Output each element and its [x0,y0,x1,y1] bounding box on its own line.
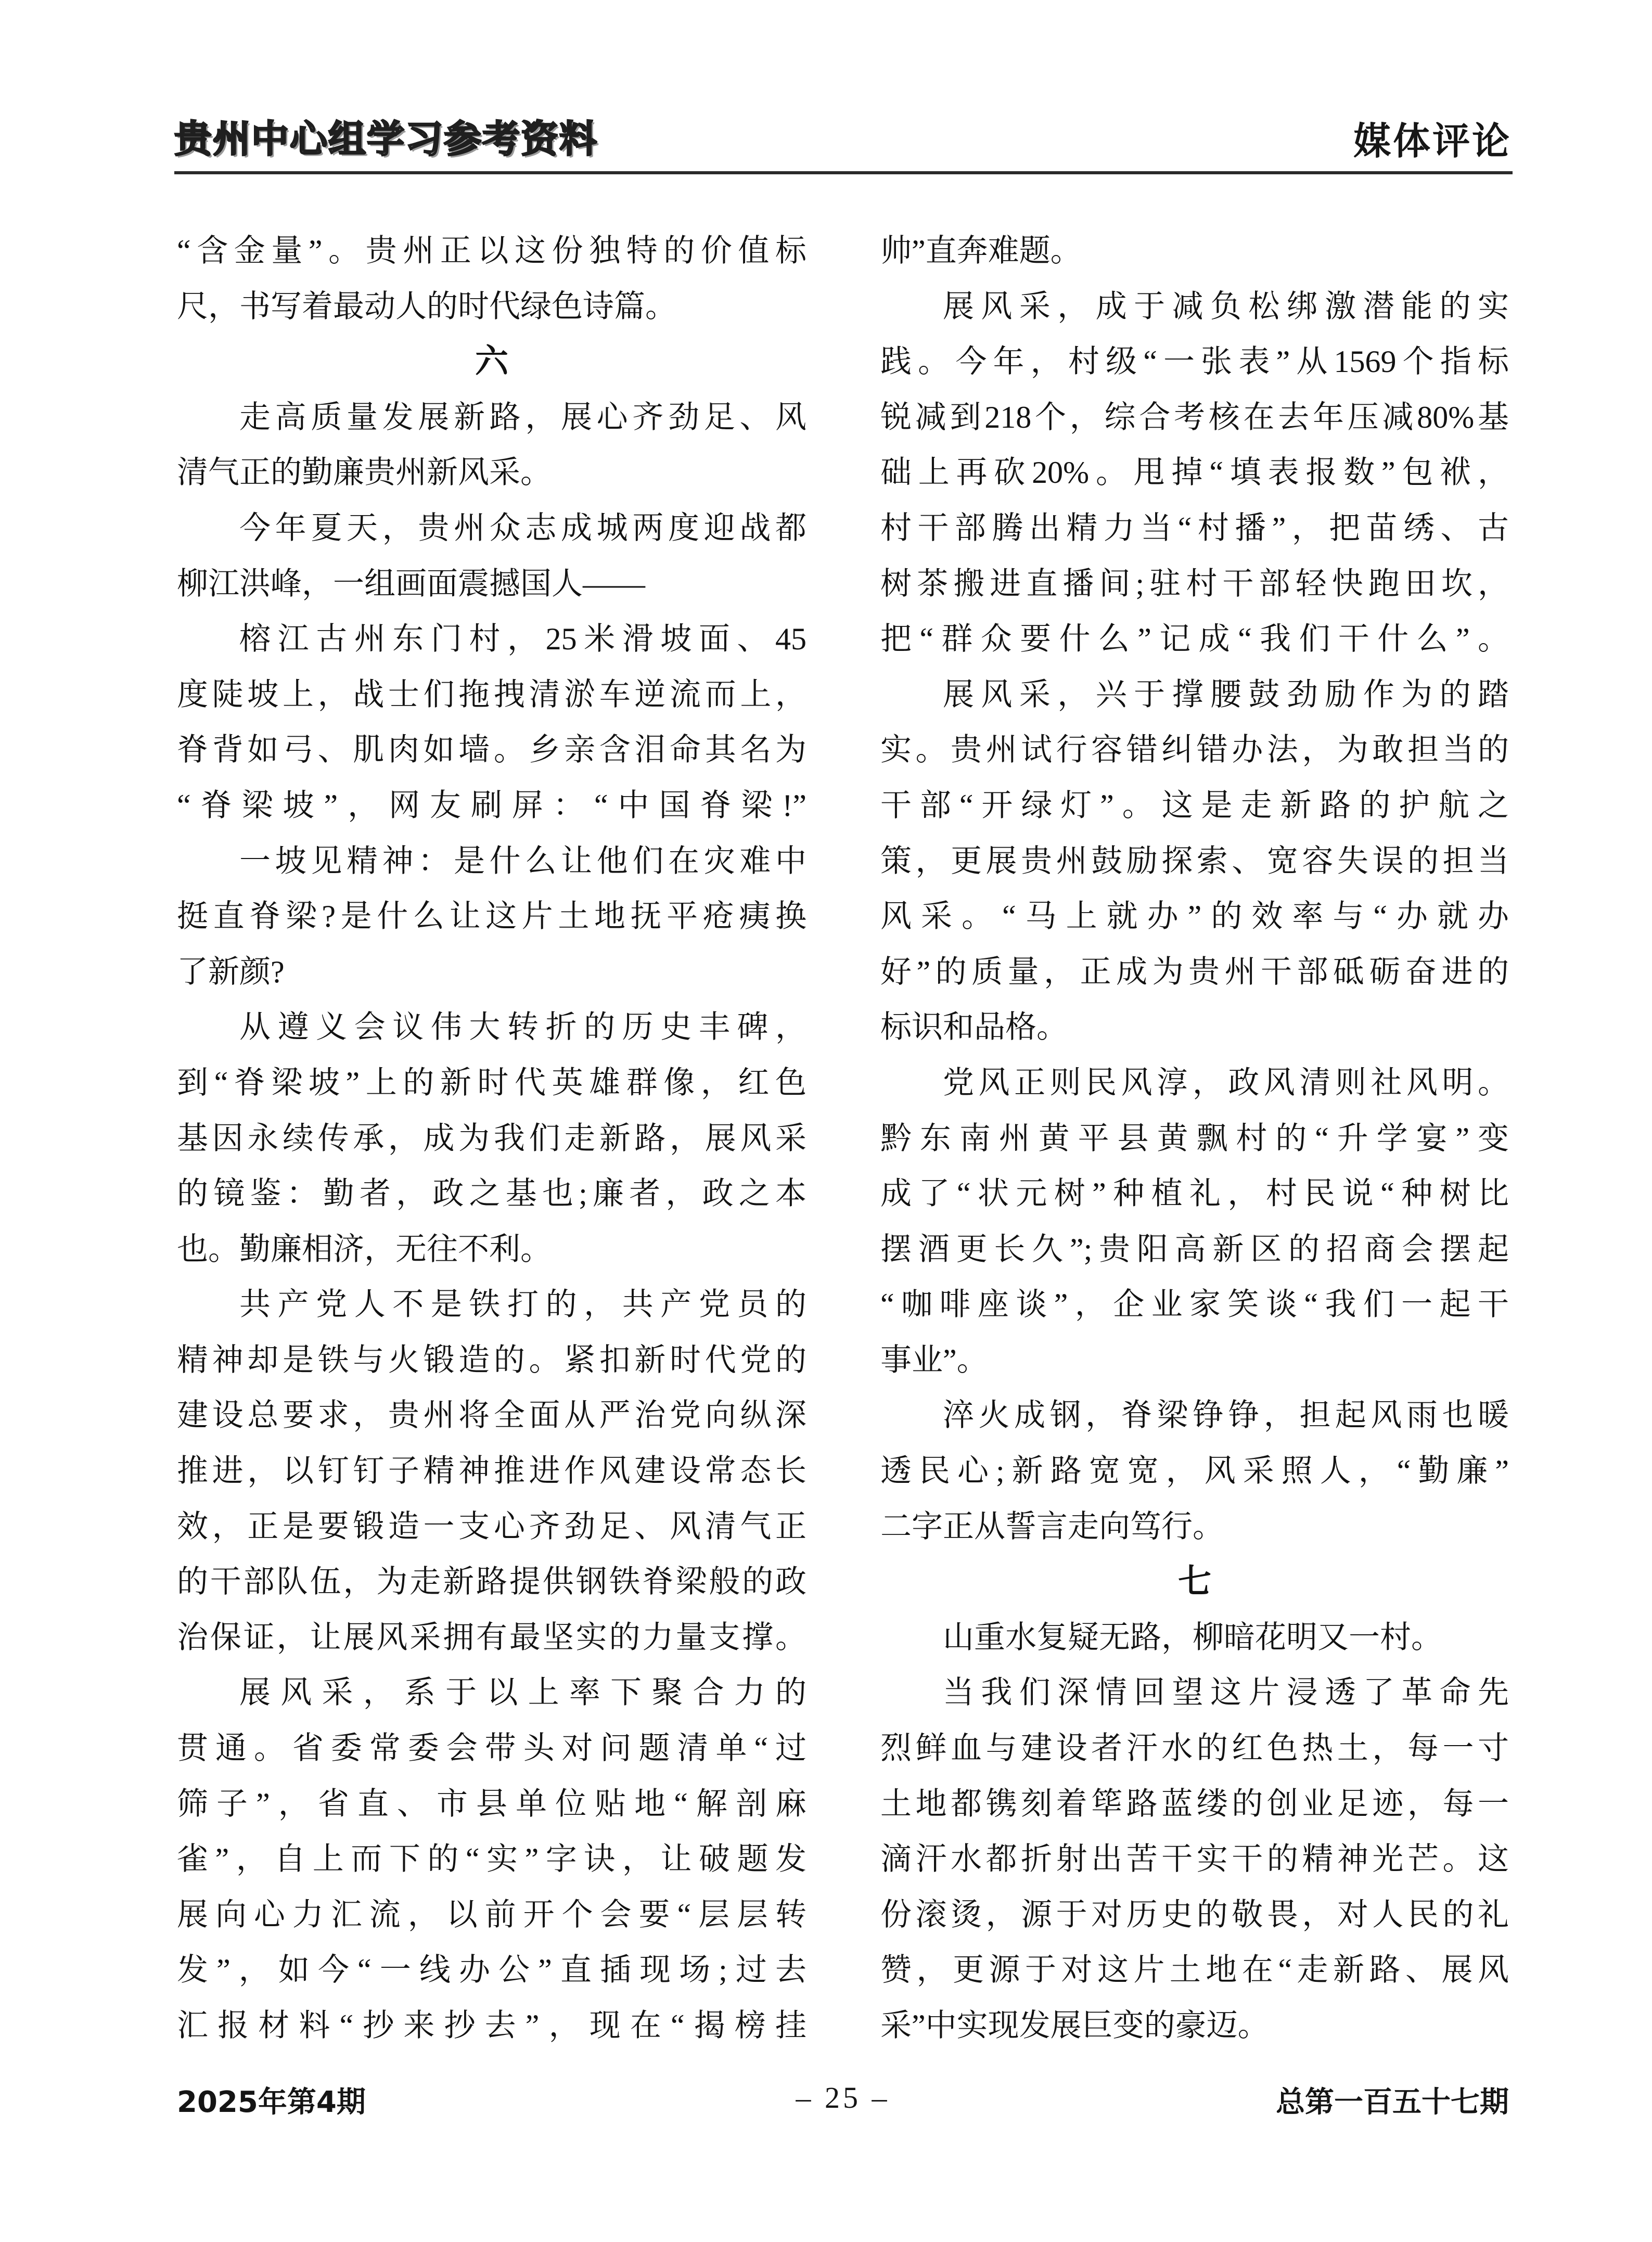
text-line: 一坡见精神：是什么让他们在灾难中 [239,843,806,878]
text-line: “含金量”。贵州正以这份独特的价值标 [177,234,806,268]
text-line: 今年夏天，贵州众志成城两度迎战都 [239,510,806,545]
text-line: 赞，更源于对这片土地在“走新路、展风 [880,1953,1509,1988]
text-line: 共产党人不是铁打的，共产党员的 [239,1287,806,1322]
text-line: 干部“开绿灯”。这是走新路的护航之 [880,788,1509,823]
section-heading: 七 [1178,1562,1211,1602]
text-line: 建设总要求，贵州将全面从严治党向纵深 [177,1398,806,1433]
text-line: 二字正从誓言走向笃行。 [880,1509,1224,1544]
text-line: 摆酒更长久”;贵阳高新区的招商会摆起 [880,1232,1509,1266]
text-line: 榕江古州东门村，25米滑坡面、45 [239,622,806,657]
text-line: 土地都镌刻着筚路蓝缕的创业足迹，每一 [880,1786,1509,1821]
text-line: 汇报材料“抄来抄去”，现在“揭榜挂 [177,2008,806,2043]
text-line: 的镜鉴：勤者，政之基也;廉者，政之本 [177,1176,806,1211]
text-line: 树茶搬进直播间;驻村干部轻快跑田坎， [880,566,1509,601]
footer-cumulative-issue: 总第一百五十七期 [1276,2085,1509,2119]
text-line: 发”，如今“一线办公”直插现场;过去 [177,1953,806,1988]
text-line: 当我们深情回望这片浸透了革命先 [943,1675,1509,1710]
text-line: 践。今年，村级“一张表”从1569个指标 [880,344,1509,379]
text-line: 事业”。 [880,1342,988,1377]
text-line: 把“群众要什么”记成“我们干什么”。 [880,622,1509,657]
left-column [177,223,806,2054]
text-line: 淬火成钢，脊梁铮铮，担起风雨也暖 [943,1398,1509,1433]
text-line: 的干部队伍，为走新路提供钢铁脊梁般的政 [177,1565,806,1599]
text-line: 风采。“马上就办”的效率与“办就办 [880,899,1509,934]
text-line: 度陡坡上，战士们拖拽清淤车逆流而上， [177,677,806,712]
header-divider [174,171,1513,174]
text-line: “咖啡座谈”，企业家笑谈“我们一起干 [880,1287,1509,1322]
text-line: 党风正则民风淳，政风清则社风明。 [943,1065,1509,1100]
journal-title: 贵州中心组学习参考资料 [174,117,598,161]
text-line: “脊梁坡”，网友刷屏：“中国脊梁!” [177,788,806,823]
text-line: 份滚烫，源于对历史的敬畏，对人民的礼 [880,1897,1509,1932]
text-line: 筛子”，省直、市县单位贴地“解剖麻 [177,1786,806,1821]
text-line: 柳江洪峰，一组画面震撼国人—— [177,566,645,601]
right-column [880,223,1509,2054]
text-line: 采”中实现发展巨变的豪迈。 [880,2008,1269,2043]
text-line: 雀”，自上而下的“实”字诀，让破题发 [177,1842,806,1877]
text-line: 治保证，让展风采拥有最坚实的力量支撑。 [177,1620,806,1655]
text-line: 策，更展贵州鼓励探索、宽容失误的担当 [880,843,1509,878]
section-heading: 六 [475,342,508,381]
text-line: 烈鲜血与建设者汗水的红色热土，每一寸 [880,1731,1509,1766]
text-line: 清气正的勤廉贵州新风采。 [177,455,552,490]
text-line: 展风采，兴于撑腰鼓劲励作为的踏 [943,677,1509,712]
text-line: 也。勤廉相济，无往不利。 [177,1232,552,1266]
text-line: 到“脊梁坡”上的新时代英雄群像，红色 [177,1065,806,1100]
footer-issue: 2025年第4期 [177,2085,366,2119]
section-label: 媒体评论 [1353,121,1512,162]
text-line: 基因永续传承，成为我们走新路，展风采 [177,1121,806,1156]
page-footer [177,2075,1509,2127]
text-line: 贯通。省委常委会带头对问题清单“过 [177,1731,806,1766]
text-line: 脊背如弓、肌肉如墙。乡亲含泪命其名为 [177,733,806,767]
text-line: 帅”直奔难题。 [880,234,1082,268]
text-line: 村干部腾出精力当“村播”，把苗绣、古 [880,510,1509,545]
text-line: 黔东南州黄平县黄飘村的“升学宴”变 [880,1121,1509,1156]
text-line: 精神却是铁与火锻造的。紧扣新时代党的 [177,1342,806,1377]
text-line: 展向心力汇流，以前开个会要“层层转 [177,1897,806,1932]
footer-page-number: – 25 – [796,2081,890,2115]
text-line: 实。贵州试行容错纠错办法，为敢担当的 [880,733,1509,767]
text-line: 础上再砍20%。甩掉“填表报数”包袱， [880,455,1509,490]
text-line: 成了“状元树”种植礼，村民说“种树比 [880,1176,1509,1211]
text-line: 展风采，成于减负松绑激潜能的实 [943,289,1509,324]
text-line: 滴汗水都折射出苦干实干的精神光芒。这 [880,1842,1509,1877]
text-line: 透民心;新路宽宽，风采照人，“勤廉” [880,1454,1509,1489]
text-line: 标识和品格。 [880,1010,1068,1045]
text-line: 挺直脊梁?是什么让这片土地抚平疮痍换 [177,899,806,934]
text-line: 锐减到218个，综合考核在去年压减80%基 [880,400,1509,434]
text-line: 山重水复疑无路，柳暗花明又一村。 [943,1620,1442,1655]
text-line: 从遵义会议伟大转折的历史丰碑， [239,1010,806,1045]
text-line: 推进，以钉钉子精神推进作风建设常态长 [177,1454,806,1489]
text-line: 展风采，系于以上率下聚合力的 [239,1675,806,1710]
text-line: 效，正是要锻造一支心齐劲足、风清气正 [177,1509,806,1544]
text-line: 走高质量发展新路，展心齐劲足、风 [239,400,806,434]
text-line: 尺，书写着最动人的时代绿色诗篇。 [177,289,676,324]
text-line: 了新颜? [177,954,285,989]
text-line: 好”的质量，正成为贵州干部砥砺奋进的 [880,954,1509,989]
